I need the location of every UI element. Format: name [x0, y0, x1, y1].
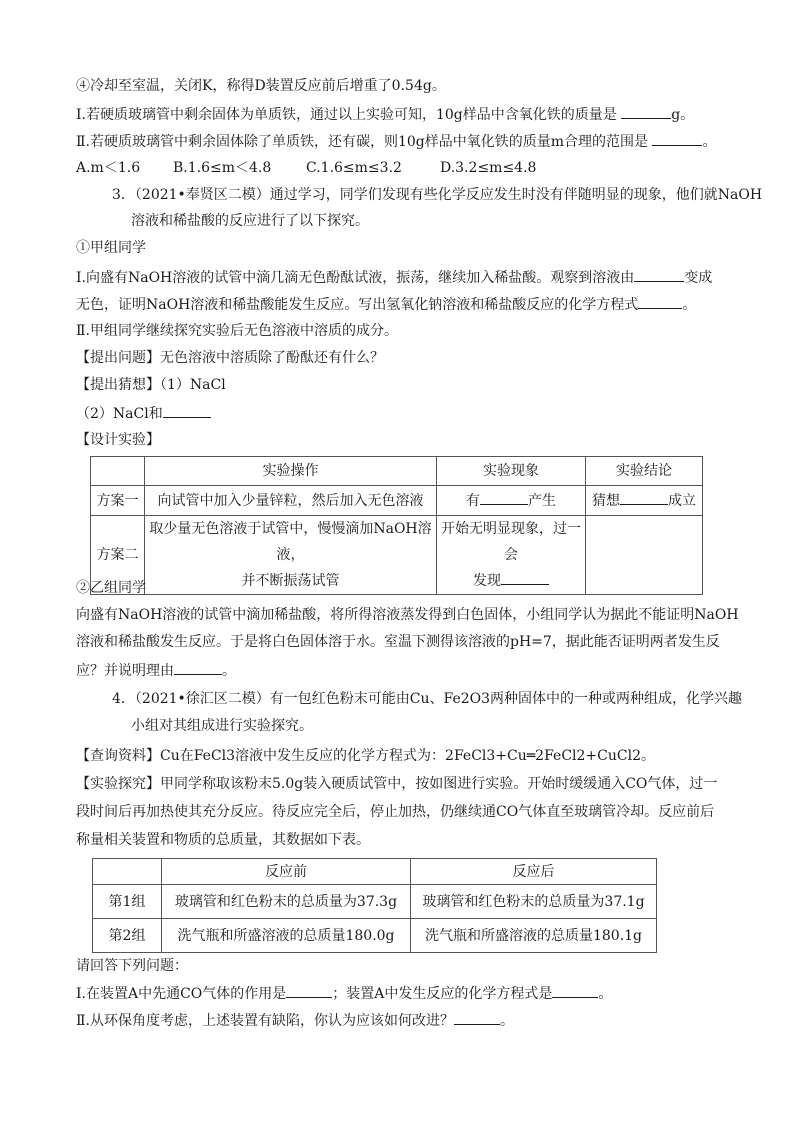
obs-text: 发现 — [473, 573, 501, 589]
option-d[interactable]: D.3.2≤m≤4.8 — [440, 160, 537, 176]
q4-exp-line3: 称量相关装置和物质的总质量，其数据如下表。 — [76, 832, 370, 848]
table-header-row — [91, 457, 703, 486]
plan-name: 方案一 — [91, 486, 145, 516]
table-header-cell: 实验操作 — [145, 457, 437, 486]
group2-line2: 溶液和稀盐酸发生反应。于是将白色固体溶于水。室温下测得该溶液的pH=7，据此能否证明两者发生反 — [76, 634, 720, 650]
a1-text: Ⅰ.在装置A中先通CO气体的作用是 — [76, 986, 287, 1002]
before-value: 洗气瓶和所盛溶液的总质量180.0g — [162, 919, 411, 953]
q3-p1-line2-end: 。 — [682, 297, 697, 313]
table-row — [93, 919, 657, 953]
answer-blank[interactable] — [163, 403, 211, 418]
answer-blank[interactable] — [286, 983, 332, 998]
option-b[interactable]: B.1.6≤m＜4.8 — [173, 160, 272, 176]
q4-exp-line2: 段时间后再加热使其充分反应。待反应完全后，停止加热，仍继续通CO气体直至玻璃管冷却。反应前后 — [76, 804, 715, 820]
option-a[interactable]: A.m＜1.6 — [76, 160, 141, 176]
plan-name: 方案二 — [91, 516, 145, 595]
after-value: 玻璃管和红色粉末的总质量为37.1g — [411, 885, 657, 919]
part2-line — [76, 131, 720, 152]
mass-data-table — [92, 858, 657, 953]
raise-question: 【提出问题】无色溶液中溶质除了酚酞还有什么？ — [76, 350, 384, 366]
table-header-cell: 实验现象 — [437, 457, 586, 486]
table-header-cell: 反应后 — [411, 859, 657, 885]
step4-line: ④冷却至室温，关闭K，称得D装置反应前后增重了0.54g。 — [76, 78, 446, 94]
answer-blank[interactable] — [638, 294, 682, 309]
guess1: 【提出猜想】（1）NaCl — [76, 377, 226, 393]
q4-intro-line2: 小组对其组成进行实验探究。 — [131, 718, 313, 734]
part2-end: 。 — [702, 134, 717, 150]
q4-answer1-line — [76, 983, 720, 1004]
guess2-text: （2）NaCl和 — [76, 406, 163, 422]
table-header-row — [93, 859, 657, 885]
a2-text: Ⅱ.从环保角度考虑，上述装置有缺陷，你认为应该如何改进？ — [76, 1013, 454, 1029]
answer-blank[interactable] — [552, 983, 598, 998]
q3-p1-line1 — [76, 267, 720, 288]
q3-intro-line1: 3．（2021•奉贤区二模）通过学习，同学们发现有些化学反应发生时没有伴随明显的现象，他们就NaOH — [112, 187, 763, 203]
con-text: 猜想 — [592, 492, 620, 509]
q3-p1-line2 — [76, 294, 720, 315]
part2-text: Ⅱ.若硬质玻璃管中剩余固体除了单质铁，还有碳，则10g样品中氧化铁的质量m合理的范围是 — [76, 134, 649, 150]
experiment-design-table — [90, 456, 703, 595]
part1-unit: g。 — [671, 107, 695, 123]
a1-text-mid: ；装置A中发生反应的化学方程式是 — [332, 986, 553, 1002]
q3-p1-line2-text: 无色，证明NaOH溶液和稀盐酸能发生反应。写出氢氧化钠溶液和稀盐酸反应的化学方程式 — [76, 297, 639, 313]
before-value: 玻璃管和红色粉末的总质量为37.3g — [162, 885, 411, 919]
table-row — [93, 885, 657, 919]
op-line: 取少量无色溶液于试管中，慢慢滴加NaOH溶液， — [149, 521, 432, 563]
design-heading: 【设计实验】 — [76, 432, 160, 448]
answer-blank[interactable] — [174, 660, 222, 675]
table-header-cell — [93, 859, 162, 885]
q3-p1-text: Ⅰ.向盛有NaOH溶液的试管中滴几滴无色酚酞试液，振荡，继续加入稀盐酸。观察到溶液由 — [76, 270, 635, 286]
q4-intro-line1: 4．（2021•徐汇区二模）有一包红色粉末可能由Cu、Fe2O3两种固体中的一种或两种组成，化学兴趣 — [112, 691, 743, 707]
answer-blank[interactable] — [454, 1010, 500, 1025]
g2-text: 应？并说明理由 — [76, 663, 174, 679]
answer-blank[interactable] — [480, 490, 528, 505]
a2-end: 。 — [499, 1013, 514, 1029]
option-c[interactable]: C.1.6≤m≤3.2 — [306, 160, 402, 176]
group-name: 第1组 — [93, 885, 162, 919]
group1-title: ①甲组同学 — [76, 240, 146, 256]
q4-answer2-line — [76, 1010, 720, 1031]
table-header-cell — [91, 457, 145, 486]
part1-line — [76, 104, 720, 125]
answer-blank[interactable] — [620, 490, 668, 505]
plan-observation — [437, 486, 586, 516]
answer-blank[interactable] — [621, 104, 671, 119]
part1-text: Ⅰ.若硬质玻璃管中剩余固体为单质铁，通过以上实验可知，10g样品中含氧化铁的质量是 — [76, 107, 617, 123]
plan-conclusion — [586, 486, 703, 516]
options-line — [76, 158, 720, 178]
q4-exp-line1: 【实验探究】甲同学称取该粉末5.0g装入硬质试管中，按如图进行实验。开始时缓缓通入CO气体，过一 — [76, 776, 718, 792]
group2-title: ②乙组同学 — [76, 580, 146, 596]
q4-ask: 请回答下列问题： — [76, 958, 188, 974]
q4-info: 【查询资料】Cu在FeCl3溶液中发生反应的化学方程式为：2FeCl3+Cu═2FeCl2+CuCl2。 — [76, 748, 655, 764]
table-header-cell: 反应前 — [162, 859, 411, 885]
q3-p1-text-end: 变成 — [684, 270, 713, 286]
group2-line3 — [76, 660, 720, 681]
obs-text: 有 — [466, 492, 480, 509]
q3-p2: Ⅱ.甲组同学继续探究实验后无色溶液中溶质的成分。 — [76, 323, 398, 339]
guess2-line — [76, 403, 720, 424]
table-row — [91, 486, 703, 516]
group2-line1: 向盛有NaOH溶液的试管中滴加稀盐酸，将所得溶液蒸发得到白色固体，小组同学认为据此不能证明NaOH — [76, 607, 739, 623]
after-value: 洗气瓶和所盛溶液的总质量180.1g — [411, 919, 657, 953]
table-header-cell: 实验结论 — [586, 457, 703, 486]
g2-end: 。 — [222, 663, 236, 679]
answer-blank[interactable] — [634, 267, 684, 282]
answer-blank[interactable] — [652, 131, 702, 146]
plan-operation: 向试管中加入少量锌粒，然后加入无色溶液 — [145, 486, 437, 516]
obs-line: 开始无明显现象，过一会 — [441, 521, 581, 563]
obs-text: 产生 — [528, 492, 556, 509]
q3-intro-line2: 溶液和稀盐酸的反应进行了以下探究。 — [131, 213, 369, 229]
op-line: 并不断振荡试管 — [241, 573, 340, 589]
con-text: 成立 — [668, 492, 696, 509]
a1-end: 。 — [598, 986, 613, 1002]
group-name: 第2组 — [93, 919, 162, 953]
